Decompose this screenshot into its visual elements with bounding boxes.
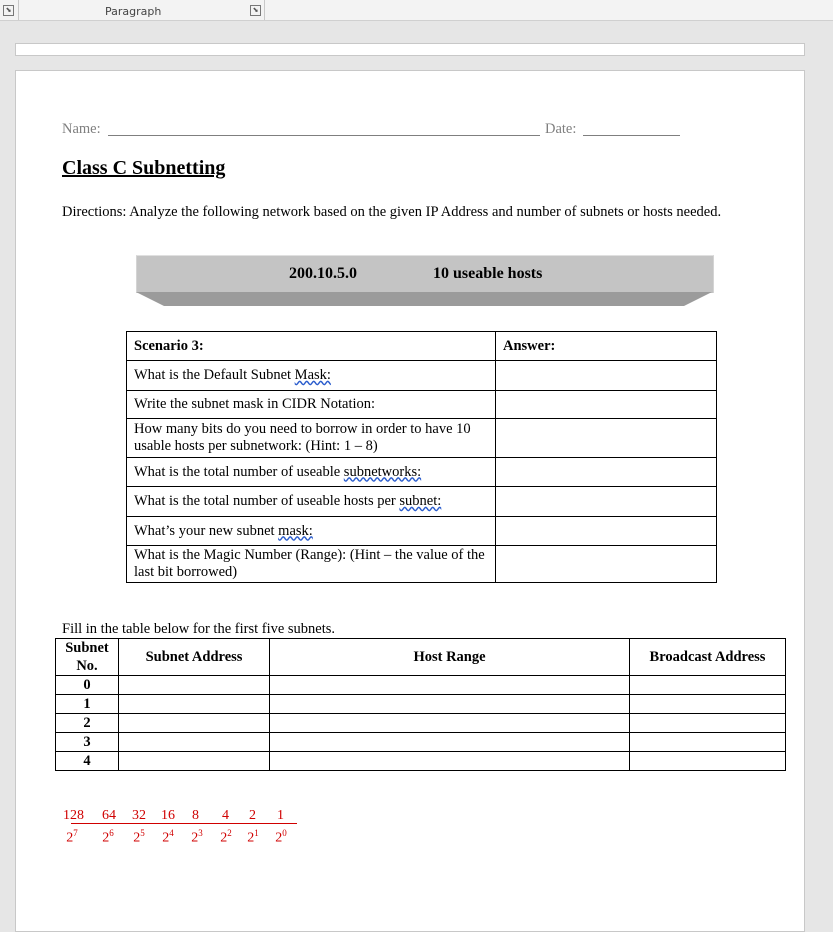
- answer-cell[interactable]: [496, 546, 717, 583]
- answer-cell[interactable]: [496, 487, 717, 517]
- col-header-subnet-address: Subnet Address: [119, 639, 270, 676]
- subnet-address-cell[interactable]: [119, 752, 270, 771]
- subnet-number: 1: [56, 695, 119, 714]
- previous-page-bottom: [15, 43, 805, 56]
- bit-value: 16: [161, 808, 175, 823]
- col-header-broadcast-address: Broadcast Address: [630, 639, 786, 676]
- power-of-two: $2^5$: [133, 828, 145, 846]
- question-cell: [127, 487, 496, 517]
- spellcheck-word: Mask:: [294, 367, 331, 383]
- table-row: [56, 714, 786, 733]
- scenario-header: Scenario 3:: [127, 332, 496, 361]
- broadcast-cell[interactable]: [630, 714, 786, 733]
- table-row: [56, 695, 786, 714]
- subnet-table: [55, 638, 786, 771]
- scenario-table: [126, 331, 717, 583]
- subnet-number: 3: [56, 733, 119, 752]
- bit-value: 32: [132, 808, 146, 823]
- question-cell: [127, 517, 496, 546]
- banner-bar: [136, 255, 714, 293]
- broadcast-cell[interactable]: [630, 733, 786, 752]
- bit-value: 2: [249, 808, 256, 823]
- broadcast-cell[interactable]: [630, 752, 786, 771]
- subnet-address-cell[interactable]: [119, 695, 270, 714]
- name-label: Name:: [62, 121, 101, 137]
- question-cell: [127, 361, 496, 391]
- power-of-two: $2^2$: [220, 828, 232, 846]
- subnet-number: 0: [56, 676, 119, 695]
- col-header-subnet-no: Subnet No.: [56, 639, 119, 676]
- paragraph-launcher-icon[interactable]: ⬊: [250, 5, 261, 16]
- question-cell: [127, 419, 496, 458]
- bit-value: 8: [192, 808, 199, 823]
- host-range-cell[interactable]: [270, 695, 630, 714]
- question-text: How many bits do you need to borrow in order to have 10 usable hosts per subnetwork: (Hint: 1 – 8): [134, 421, 471, 454]
- ribbon-separator: [18, 0, 19, 20]
- question-text: What’s your new subnet: [134, 522, 279, 539]
- subnet-address-cell[interactable]: [119, 676, 270, 695]
- ribbon-separator: [264, 0, 265, 20]
- ribbon-bar: [0, 0, 833, 21]
- subnet-address-cell[interactable]: [119, 733, 270, 752]
- question-cell: [127, 391, 496, 419]
- table-row: [56, 676, 786, 695]
- power-of-two: $2^4$: [162, 828, 174, 846]
- bit-value: 4: [222, 808, 229, 823]
- question-cell: [127, 458, 496, 487]
- spellcheck-word: subnet:: [399, 493, 442, 509]
- host-range-cell[interactable]: [270, 714, 630, 733]
- bit-divider: [71, 823, 297, 824]
- dialog-launcher-icon[interactable]: ⬊: [3, 5, 14, 16]
- subnet-number: 2: [56, 714, 119, 733]
- broadcast-cell[interactable]: [630, 695, 786, 714]
- question-text: Write the subnet mask in CIDR Notation:: [134, 396, 376, 412]
- answer-cell[interactable]: [496, 419, 717, 458]
- question-text: What is the total number of useable hosts per: [134, 493, 400, 509]
- subnet-address-cell[interactable]: [119, 714, 270, 733]
- power-of-two: $2^1$: [247, 828, 259, 846]
- spellcheck-word: mask:: [278, 522, 313, 539]
- table-row: [56, 733, 786, 752]
- bit-value: 64: [102, 808, 116, 823]
- name-blank: [108, 135, 540, 136]
- question-text: What is the Magic Number (Range): (Hint – the value of the last bit borrowed): [134, 547, 485, 580]
- network-banner: [136, 255, 712, 306]
- power-of-two: $2^7$: [66, 828, 78, 846]
- date-label: Date:: [545, 121, 577, 137]
- banner-bevel: [136, 292, 712, 306]
- question-text: What is the Default Subnet: [134, 367, 295, 383]
- answer-cell[interactable]: [496, 391, 717, 419]
- bit-value: 128: [63, 808, 84, 823]
- date-blank: [583, 135, 680, 136]
- document-page[interactable]: [15, 70, 805, 932]
- page-title: Class C Subnetting: [62, 157, 226, 179]
- answer-header: Answer:: [496, 332, 717, 361]
- power-of-two: $2^3$: [191, 828, 203, 846]
- power-of-two: $2^6$: [102, 828, 114, 846]
- hosts-needed: 10 useable hosts: [433, 265, 543, 282]
- host-range-cell[interactable]: [270, 752, 630, 771]
- power-of-two: $2^0$: [275, 828, 287, 846]
- broadcast-cell[interactable]: [630, 676, 786, 695]
- question-cell: [127, 546, 496, 583]
- subnet-number: 4: [56, 752, 119, 771]
- host-range-cell[interactable]: [270, 676, 630, 695]
- table-row: [56, 752, 786, 771]
- ip-address: 200.10.5.0: [289, 265, 357, 282]
- spellcheck-word: subnetworks:: [343, 463, 422, 480]
- host-range-cell[interactable]: [270, 733, 630, 752]
- bit-value: 1: [277, 808, 284, 823]
- fill-in-instructions: Fill in the table below for the first five subnets.: [62, 621, 336, 637]
- answer-cell[interactable]: [496, 361, 717, 391]
- directions-text: Directions: Analyze the following network based on the given IP Address and number of subnets or hosts needed.: [62, 204, 722, 220]
- question-text: What is the total number of useable: [134, 463, 344, 480]
- answer-cell[interactable]: [496, 458, 717, 487]
- ribbon-group-label: Paragraph: [105, 5, 162, 18]
- answer-cell[interactable]: [496, 517, 717, 546]
- col-header-host-range: Host Range: [270, 639, 630, 676]
